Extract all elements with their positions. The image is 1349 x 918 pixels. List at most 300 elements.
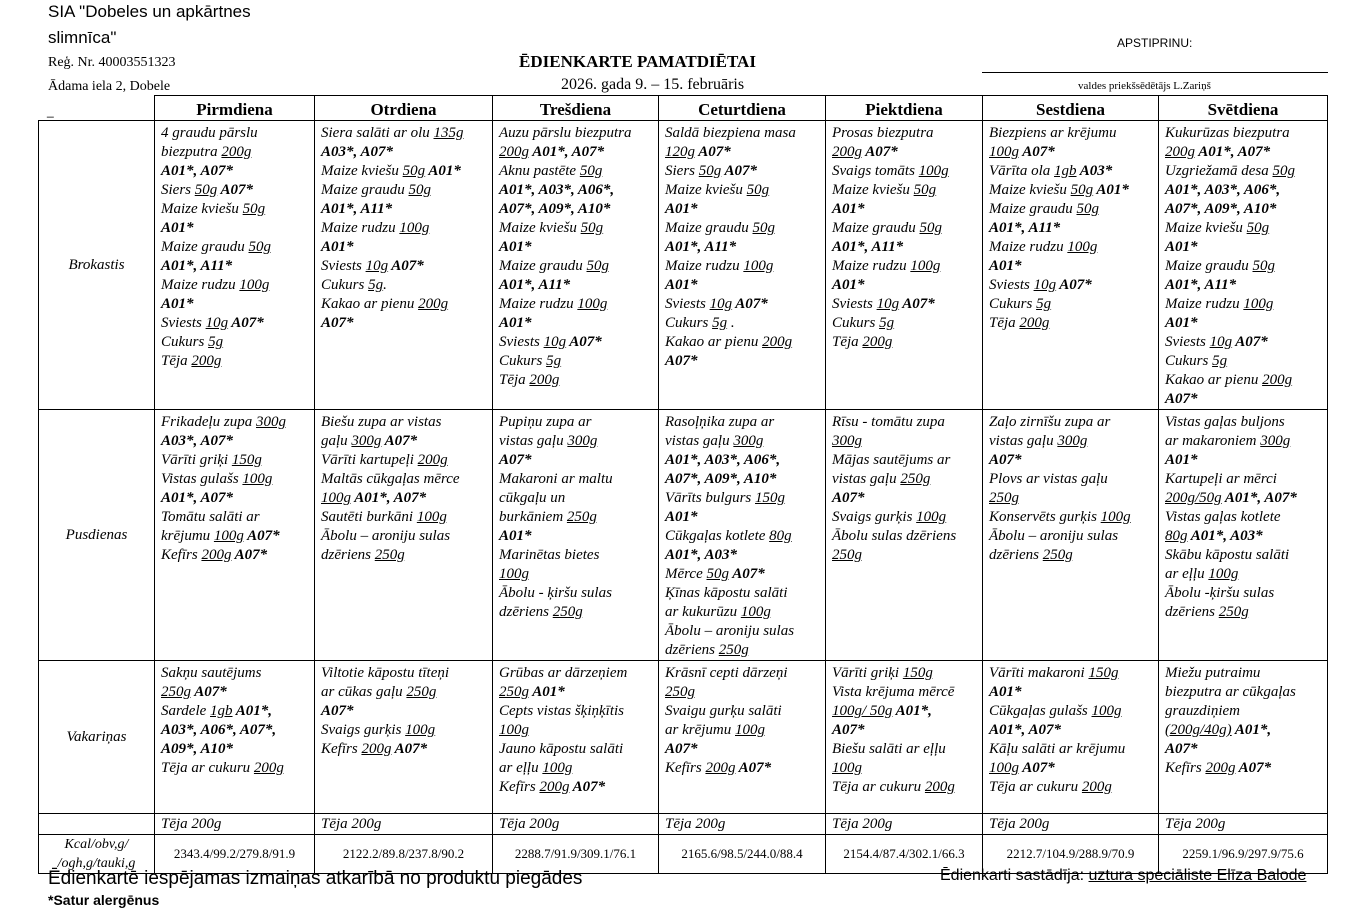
menu-line (665, 432, 823, 451)
dish-text: Maize rudzu (1165, 296, 1244, 312)
menu-cell (1159, 121, 1328, 410)
menu-line (832, 489, 980, 508)
dish-text: Sautēti burkāni (321, 509, 417, 525)
nutrition-value: 2165.6/98.5/244.0/88.4 (659, 835, 826, 874)
dish-text: Pupiņu zupa ar (499, 414, 592, 430)
nutrition-label-line1: Kcal/obv,g/ (64, 837, 129, 852)
menu-line (832, 238, 980, 257)
org-name-line1: SIA "Dobeles un apkārtnes (48, 2, 251, 21)
allergen-code: A07* (217, 182, 253, 198)
allergen-code: A07* (989, 452, 1022, 468)
registration-number: Reģ. Nr. 40003551323 (48, 55, 176, 70)
portion-size: 50g (1272, 163, 1295, 179)
dish-text: Kakao ar pienu (321, 296, 419, 312)
nutrition-label-line2: /ogh,g/tauki,g (57, 856, 136, 871)
dish-text: . (383, 277, 387, 293)
dish-text: Maize graudu (499, 258, 587, 274)
menu-line (665, 683, 823, 702)
menu-line (989, 314, 1156, 333)
menu-line (499, 527, 656, 546)
dish-text: Maize graudu (832, 220, 920, 236)
menu-line (1165, 371, 1325, 390)
menu-line (1165, 390, 1325, 409)
menu-line (499, 721, 656, 740)
allergen-code: A03* (1076, 163, 1113, 179)
allergen-code: A01*, A11* (989, 220, 1061, 236)
portion-size: 10g (1209, 334, 1233, 350)
portion-size: 100g (213, 528, 244, 544)
menu-cell (493, 121, 659, 410)
menu-line (1165, 546, 1325, 565)
menu-line (1165, 603, 1325, 622)
dish-text: Aknu pastēte (499, 163, 580, 179)
nutrition-value: 2154.4/87.4/302.1/66.3 (826, 835, 983, 874)
menu-line (989, 759, 1156, 778)
portion-size: 200g (361, 741, 392, 757)
dish-text: Cukurs (832, 315, 880, 331)
menu-line (499, 257, 656, 276)
menu-line (989, 181, 1156, 200)
allergen-code: A07* (228, 315, 264, 331)
menu-line (1165, 451, 1325, 470)
signature-line (982, 72, 1328, 73)
menu-line (499, 413, 656, 432)
meal-row-breakfast (39, 121, 1328, 410)
allergen-code: A07* (321, 315, 354, 331)
dish-text: Biešu salāti ar eļļu (832, 741, 946, 757)
allergen-code: A07* (391, 741, 428, 757)
allergen-code: A07* (381, 433, 418, 449)
menu-line (321, 276, 490, 295)
portion-size: 135g (433, 125, 464, 141)
dish-text: Siera salāti ar olu (321, 125, 434, 141)
allergen-code: A07* (899, 296, 935, 312)
meal-row-lunch (39, 410, 1328, 661)
menu-line (989, 257, 1156, 276)
dish-text: Maize graudu (1165, 258, 1253, 274)
menu-line (161, 413, 312, 432)
dish-text: Maize kviešu (161, 201, 243, 217)
dish-text: Mājas sautējums ar (832, 452, 951, 468)
menu-line (499, 295, 656, 314)
menu-line (989, 740, 1156, 759)
allergen-code: A01* (1165, 315, 1198, 331)
evening-tea-cell: Tēja 200g (493, 814, 659, 835)
dish-text: . (727, 315, 735, 331)
menu-line (321, 162, 490, 181)
menu-line (161, 314, 312, 333)
menu-line (321, 200, 490, 219)
dish-text: Maize rudzu (832, 258, 911, 274)
dish-text: Kefīrs (161, 547, 202, 563)
dish-text: biezputra ar cūkgaļas (1165, 684, 1296, 700)
allergen-code: A07* (729, 566, 765, 582)
changes-note: Ēdienkartē iespējamas izmaiņas atkarībā no produktu piegādes (48, 868, 583, 889)
dish-text: Sviests (989, 277, 1034, 293)
portion-size: 10g (543, 334, 567, 350)
menu-line (665, 219, 823, 238)
menu-line (989, 721, 1156, 740)
portion-size: 300g (351, 433, 382, 449)
portion-size: 5g (1036, 296, 1052, 312)
portion-size: 5g (712, 315, 728, 331)
dish-text: biezputra (161, 144, 222, 160)
dish-text: Cukurs (1165, 353, 1213, 369)
menu-line (1165, 702, 1325, 721)
menu-line (832, 759, 980, 778)
menu-line (989, 508, 1156, 527)
dish-text: dzēriens (321, 547, 375, 563)
evening-tea-cell: Tēja 200g (155, 814, 315, 835)
dish-text: Konservēts gurķis (989, 509, 1101, 525)
allergen-code: A07* (388, 258, 424, 274)
menu-line (161, 200, 312, 219)
dish-text: Cukurs (665, 315, 713, 331)
menu-line (161, 432, 312, 451)
menu-line (1165, 683, 1325, 702)
dish-text: krējumu (161, 528, 214, 544)
menu-line (321, 143, 490, 162)
menu-line (665, 508, 823, 527)
meal-label: Pusdienas (39, 410, 155, 661)
dish-text: Tēja (832, 334, 863, 350)
portion-size: 200g (539, 779, 570, 795)
allergen-code: A01* (665, 509, 698, 525)
menu-line (665, 200, 823, 219)
menu-line (321, 683, 490, 702)
allergen-code: A01* (1165, 239, 1198, 255)
portion-size: 50g (1076, 201, 1099, 217)
portion-size: 250g (406, 684, 437, 700)
dish-text: Zaļo zirnīšu zupa ar (989, 414, 1111, 430)
dish-text: Rasoļņika zupa ar (665, 414, 775, 430)
menu-line (499, 584, 656, 603)
allergen-code: A01* (832, 201, 865, 217)
portion-size: 50g (698, 163, 722, 179)
portion-size: 1gb (1054, 163, 1077, 179)
allergen-code: A07*, A09*, A10* (665, 471, 777, 487)
menu-line (989, 683, 1156, 702)
day-header: Pirmdiena (155, 96, 315, 121)
menu-line (499, 546, 656, 565)
menu-line (665, 162, 823, 181)
menu-line (161, 162, 312, 181)
nutrition-value: 2343.4/99.2/279.8/91.9 (155, 835, 315, 874)
menu-line (499, 371, 656, 390)
day-header: Svētdiena (1159, 96, 1328, 121)
evening-tea-cell: Tēja 200g (983, 814, 1159, 835)
portion-size: 100g (832, 760, 862, 776)
menu-cell (315, 410, 493, 661)
menu-line (1165, 181, 1325, 200)
portion-size: 200g (832, 144, 862, 160)
dish-text: Maize rudzu (321, 220, 400, 236)
author-credit (940, 867, 1306, 885)
dish-text: Vista krējuma mērcē (832, 684, 955, 700)
evening-tea-cell: Tēja 200g (826, 814, 983, 835)
menu-cell (1159, 410, 1328, 661)
menu-line (1165, 740, 1325, 759)
menu-line (665, 314, 823, 333)
nutrition-value: 2288.7/91.9/309.1/76.1 (493, 835, 659, 874)
menu-line (161, 759, 312, 778)
allergen-code: A07* (832, 722, 865, 738)
menu-line (321, 740, 490, 759)
allergen-code: A07* (231, 547, 268, 563)
menu-line (1165, 219, 1325, 238)
dish-text: Rīsu - tomātu zupa (832, 414, 945, 430)
allergen-code: A01*, A11* (161, 258, 233, 274)
allergen-code: A07* (862, 144, 898, 160)
day-header: Piektdiena (826, 96, 983, 121)
dish-text: Sviests (161, 315, 206, 331)
menu-cell (983, 410, 1159, 661)
menu-line (665, 451, 823, 470)
menu-line (321, 451, 490, 470)
dish-text: gaļu (321, 433, 352, 449)
allergen-code: A01*, A07* (161, 163, 233, 179)
menu-line (832, 276, 980, 295)
portion-size: 100g (399, 220, 430, 236)
portion-size: 250g (1042, 547, 1073, 563)
portion-size: 50g (1070, 182, 1094, 198)
portion-size: 100g (910, 258, 941, 274)
allergen-code: A07* (1165, 391, 1198, 407)
allergen-code: A01* (499, 528, 532, 544)
dish-text: Svaigs gurķis (832, 509, 917, 525)
menu-line (321, 295, 490, 314)
portion-size: 100g (499, 722, 529, 738)
author-label: Ēdienkarti sastādīja: (940, 867, 1085, 884)
dish-text: Siers (665, 163, 699, 179)
allergen-code: A07* (1019, 144, 1055, 160)
menu-line (665, 413, 823, 432)
dish-text: 4 graudu pārslu (161, 125, 258, 141)
dish-text: ar makaroniem (1165, 433, 1261, 449)
dish-text: ar cūkas gaļu (321, 684, 407, 700)
dish-text: Tēja ar cukuru (989, 779, 1082, 795)
dish-text: Vārīti griķi (161, 452, 232, 468)
menu-line (499, 778, 656, 797)
allergen-code: A01*, A03*, A06*, (499, 182, 615, 198)
dish-text: Vārīti griķi (832, 665, 903, 681)
dish-text: Ābolu – aroniju sulas (321, 528, 451, 544)
allergen-code: A01*, A07* (161, 490, 233, 506)
menu-line (161, 489, 312, 508)
day-header: Ceturtdiena (659, 96, 826, 121)
dish-text: Vistas gaļas kotlete (1165, 509, 1281, 525)
menu-line (161, 451, 312, 470)
allergen-code: A07* (243, 528, 280, 544)
dish-text: Sakņu sautējums (161, 665, 262, 681)
menu-line (665, 664, 823, 683)
menu-line (665, 470, 823, 489)
portion-size: 250g (566, 509, 597, 525)
portion-size: 200g (924, 779, 955, 795)
menu-line (499, 702, 656, 721)
dish-text: Prosas biezputra (832, 125, 934, 141)
allergen-code: A07* (1235, 760, 1272, 776)
menu-line (989, 143, 1156, 162)
menu-line (499, 664, 656, 683)
portion-size: 5g (1212, 353, 1228, 369)
dish-text: grauzdiņiem (1165, 703, 1240, 719)
allergen-code: A07* (566, 334, 602, 350)
portion-size: (200g/40g) (1165, 722, 1232, 738)
portion-size: 300g (256, 414, 286, 430)
menu-line (832, 162, 980, 181)
menu-line (499, 124, 656, 143)
portion-size: 300g (1260, 433, 1291, 449)
menu-line (665, 124, 823, 143)
dish-text: Ābolu – aroniju sulas (989, 528, 1119, 544)
menu-line (1165, 124, 1325, 143)
menu-line (499, 603, 656, 622)
dish-text: vistas gaļu (832, 471, 901, 487)
dish-text: Cukurs (499, 353, 547, 369)
allergen-code: A07*, A09*, A10* (499, 201, 611, 217)
day-header: Trešdiena (493, 96, 659, 121)
dish-text: Cukurs (989, 296, 1037, 312)
menu-line (321, 527, 490, 546)
allergen-code: A01* (665, 277, 698, 293)
dish-text: Maize rudzu (161, 277, 240, 293)
menu-line (989, 238, 1156, 257)
dish-text: Maize kviešu (499, 220, 581, 236)
allergen-code: A03*, A07* (321, 144, 393, 160)
allergen-code: A07* (191, 684, 227, 700)
portion-size: 100g (1067, 239, 1098, 255)
dish-text: Sardele (161, 703, 211, 719)
portion-size: 50g (746, 182, 770, 198)
allergen-code: A01*, A07* (529, 144, 605, 160)
approval-label: APSTIPRINU: (1117, 36, 1193, 50)
menu-line (832, 664, 980, 683)
menu-line (499, 352, 656, 371)
menu-cell (155, 121, 315, 410)
allergen-code: A01*, A03* (1187, 528, 1263, 544)
menu-line (1165, 664, 1325, 683)
portion-size: 10g (365, 258, 389, 274)
dish-text: Maltās cūkgaļas mērce (321, 471, 460, 487)
menu-line (665, 546, 823, 565)
portion-size: 100g (321, 490, 351, 506)
menu-line (499, 740, 656, 759)
allergen-code: A01*, (1231, 722, 1272, 738)
allergen-code: A01*, A07* (1221, 490, 1297, 506)
dish-text: Ābolu sulas dzēriens (832, 528, 957, 544)
dish-text: ar eļļu (499, 760, 543, 776)
portion-size: 200g (201, 547, 232, 563)
menu-line (1165, 413, 1325, 432)
header-corner (39, 96, 155, 121)
allergen-code: A01* (499, 239, 532, 255)
menu-line (499, 143, 656, 162)
menu-line (665, 721, 823, 740)
menu-line (161, 181, 312, 200)
menu-line (1165, 352, 1325, 371)
menu-line (665, 257, 823, 276)
menu-cell (659, 121, 826, 410)
menu-line (161, 295, 312, 314)
dish-text: dzēriens (499, 604, 553, 620)
dish-text: Maize graudu (321, 182, 409, 198)
menu-line (665, 565, 823, 584)
menu-cell (155, 410, 315, 661)
portion-size: 10g (876, 296, 900, 312)
portion-size: 100g (416, 509, 447, 525)
menu-line (665, 181, 823, 200)
portion-size: 100g/ 50g (832, 703, 893, 719)
dish-text: Biešu zupa ar vistas (321, 414, 442, 430)
allergen-code: A01*, A07* (1195, 144, 1271, 160)
menu-line (665, 702, 823, 721)
menu-line (1165, 527, 1325, 546)
portion-size: 200g (253, 760, 284, 776)
dish-text: Ābolu - ķiršu sulas (499, 585, 612, 601)
menu-line (161, 664, 312, 683)
menu-line (989, 124, 1156, 143)
portion-size: 200g (762, 334, 793, 350)
portion-size: 200g (1019, 315, 1050, 331)
dish-text: Kartupeļi ar mērci (1165, 471, 1277, 487)
allergen-code: A01* (1093, 182, 1129, 198)
menu-line (499, 470, 656, 489)
menu-line (499, 200, 656, 219)
dish-text: Sviests (499, 334, 544, 350)
allergen-code: A03*, A07* (161, 433, 233, 449)
portion-size: 200g (1165, 144, 1195, 160)
menu-line (989, 200, 1156, 219)
menu-cell (1159, 661, 1328, 814)
menu-line (665, 740, 823, 759)
menu-line (989, 219, 1156, 238)
dish-text: Saldā biezpiena masa (665, 125, 796, 141)
dish-text: ar krējumu (665, 722, 735, 738)
dish-text: vistas gaļu (989, 433, 1058, 449)
portion-size: 200g/50g (1165, 490, 1222, 506)
menu-line (989, 778, 1156, 797)
dish-text: Maize kviešu (665, 182, 747, 198)
menu-line (499, 508, 656, 527)
nutrition-value: 2122.2/89.8/237.8/90.2 (315, 835, 493, 874)
dish-text: Ābolu – aroniju sulas (665, 623, 795, 639)
dish-text: Grūbas ar dārzeņiem (499, 665, 628, 681)
allergen-code: A01*, (232, 703, 272, 719)
allergen-code: A07* (1165, 741, 1198, 757)
portion-size: 200g (1262, 372, 1293, 388)
menu-cell (155, 661, 315, 814)
dish-text: Kakao ar pienu (665, 334, 763, 350)
allergen-code: A01* (161, 296, 194, 312)
dish-text: Plovs ar vistas gaļu (989, 471, 1108, 487)
dish-text: Vārīts bulgurs (665, 490, 756, 506)
dish-text: Jauno kāpostu salāti (499, 741, 624, 757)
dish-text: Skābu kāpostu salāti (1165, 547, 1290, 563)
allergen-code: A07* (721, 163, 757, 179)
dish-text: Maize kviešu (832, 182, 914, 198)
menu-line (1165, 584, 1325, 603)
menu-line (161, 124, 312, 143)
menu-line (832, 124, 980, 143)
menu-line (161, 333, 312, 352)
menu-line (499, 162, 656, 181)
portion-size: 250g (832, 547, 862, 563)
menu-line (665, 641, 823, 660)
menu-line (989, 489, 1156, 508)
menu-line (321, 314, 490, 333)
menu-line (1165, 295, 1325, 314)
